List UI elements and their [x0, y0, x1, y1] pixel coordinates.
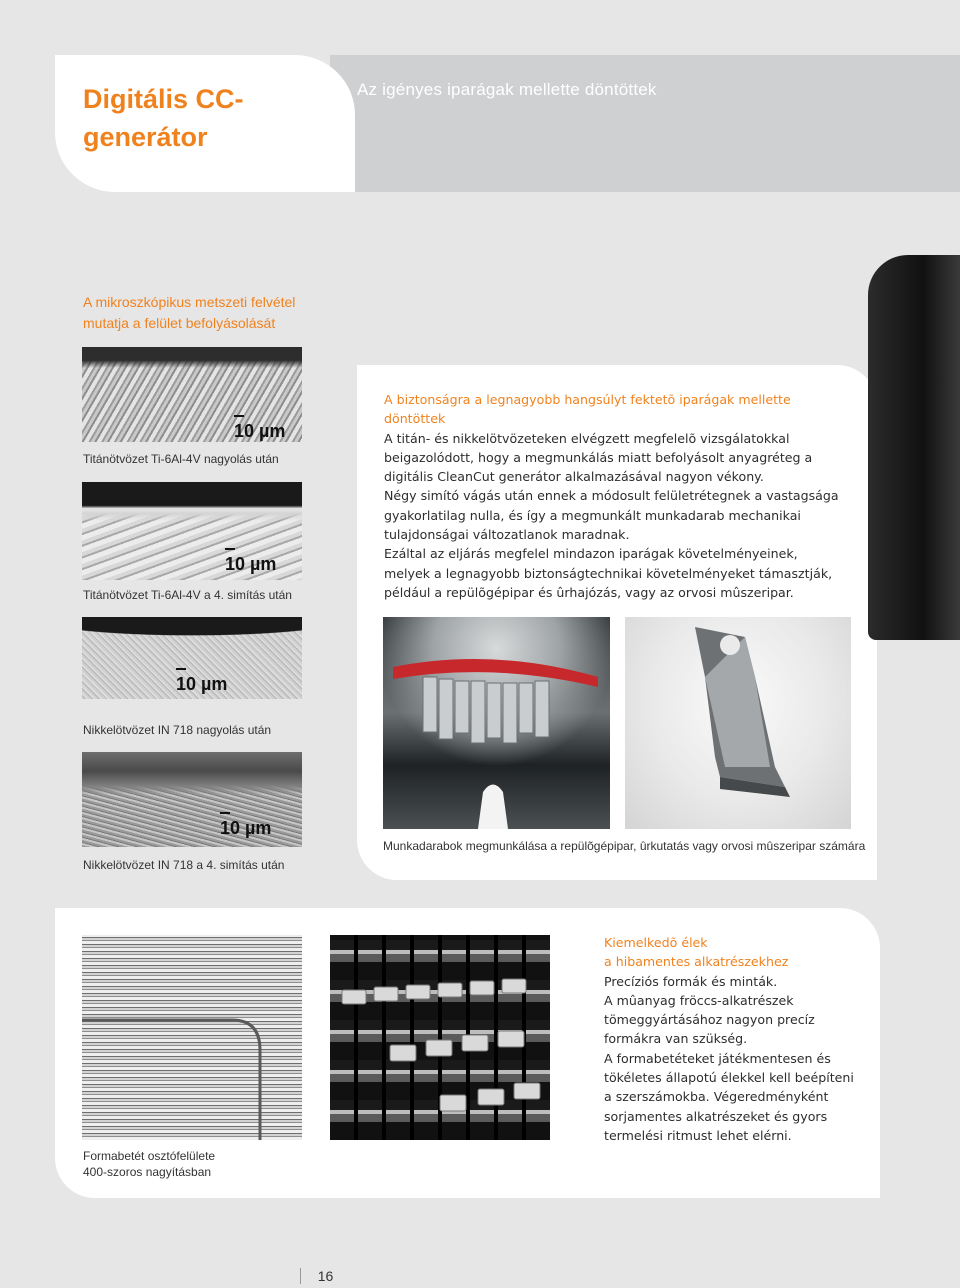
page-number: 16 — [300, 1268, 342, 1284]
scale-bar: 10 µm — [176, 674, 228, 694]
mold-insert-photo — [330, 935, 550, 1140]
edges-para-2: A mûanyag fröccs-alkatrészek tömeggyártásához nagyon precíz formákra van szükség. — [604, 992, 815, 1047]
surface-caption-line-2: 400-szoros nagyításban — [83, 1165, 212, 1179]
scale-bar: 10 µm — [220, 818, 272, 838]
header-band — [330, 55, 960, 192]
safety-para-2: Négy simító vágás után ennek a módosult felületrétegnek a vastagsága gyakorlatilag nulla, és így a megmunkált munkadarab mechanikai tulajdonságai változatlanok maradnak. — [384, 488, 839, 543]
micrograph-titanium-finishing — [82, 482, 302, 580]
workpiece-photo — [625, 617, 851, 829]
micrograph-caption: Titánötvözet Ti-6Al-4V a 4. simítás után — [83, 588, 292, 602]
machining-photo — [383, 617, 610, 829]
page-title: Digitális CC-generátor — [83, 84, 244, 152]
machining-caption: Munkadarabok megmunkálása a repülõgépipar, ûrkutatás vagy orvosi mûszeripar számára — [383, 839, 866, 853]
machining-photo-art — [383, 617, 610, 829]
edges-para-1: Precíziós formák és minták. — [604, 973, 778, 989]
machine-block-photo — [868, 255, 960, 640]
edges-text — [604, 933, 854, 1145]
workpiece-photo-art — [625, 617, 851, 829]
micrograph-nickel-roughing — [82, 617, 302, 699]
micrograph-caption: Nikkelötvözet IN 718 a 4. simítás után — [83, 858, 285, 872]
edges-heading-1: Kiemelkedõ élek — [604, 935, 708, 950]
page-subtitle: Az igényes iparágak mellette döntöttek — [357, 80, 657, 99]
mold-insert-art — [330, 935, 550, 1140]
micrograph-nickel-finishing — [82, 752, 302, 847]
edges-para-3: A formabetéteket játékmentesen és tökéletes állapotú élekkel kell beépíteni a szerszámokba. Végeredményként sorjamentes alkatrészeket és gyors termelési ritmust lehet elérni. — [604, 1050, 854, 1143]
micrograph-titanium-roughing — [82, 347, 302, 442]
safety-para-1: A titán- és nikkelötvözeteken elvégzett megfelelõ vizsgálatokkal beigazolódott, hogy a megmunkálás miatt befolyásolt anyagréteg a digitális CleanCut generátor alkalmazásával nagyon vékony. — [384, 430, 813, 485]
micrograph-caption: Titánötvözet Ti-6Al-4V nagyolás után — [83, 452, 279, 466]
safety-para-3: Ezáltal az eljárás megfelel mindazon iparágak követelményeinek, melyek a legnagyobb biztonságtechnikai követelményeket támasztják, például a repülõgépipar és ûrhajózás, vagy az orvosi mûszeripar. — [384, 546, 833, 600]
scale-bar: 10 µm — [234, 421, 286, 441]
edges-heading-2: a hibamentes alkatrészekhez — [604, 954, 789, 970]
scale-bar: 10 µm — [225, 554, 277, 574]
micrograph-caption: Nikkelötvözet IN 718 nagyolás után — [83, 723, 272, 737]
surface-caption-line-1: Formabetét osztófelülete — [83, 1149, 216, 1163]
mold-surface-photo — [82, 935, 302, 1140]
safety-heading: A biztonságra a legnagyobb hangsúlyt fektetõ iparágak mellette döntöttek — [384, 392, 791, 427]
mold-surface-art — [82, 935, 302, 1140]
intro-label: A mikroszkópikus metszeti felvétel mutatja a felület befolyásolását — [83, 294, 296, 331]
safety-text — [384, 390, 844, 602]
